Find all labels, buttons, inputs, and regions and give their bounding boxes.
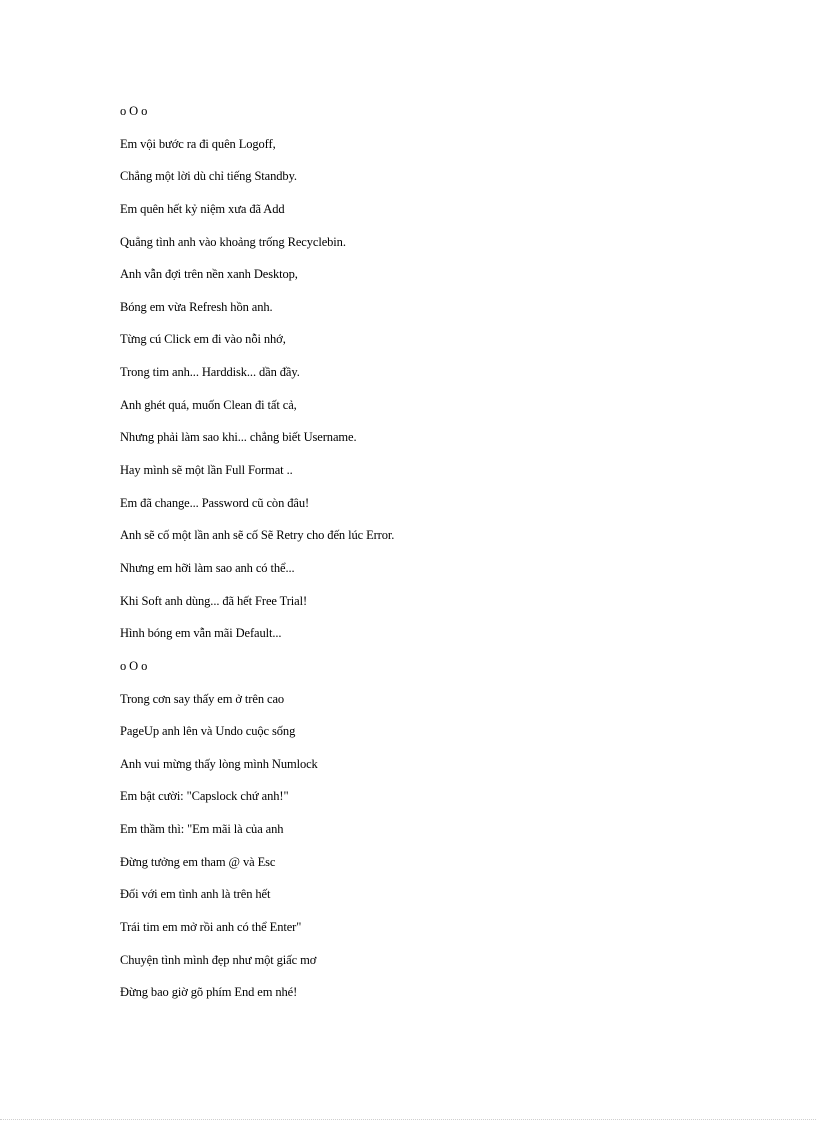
poem-line-separator: o O o [120,104,148,118]
poem-line: Em đã change... Password cũ còn đâu! [120,495,310,510]
poem-line: Bóng em vừa Refresh hồn anh. [120,299,273,314]
page-bottom-divider [0,1119,816,1120]
poem-line: Anh ghét quá, muốn Clean đi tất cả, [120,397,297,412]
poem-line: Đừng bao giờ gõ phím End em nhé! [120,985,298,1000]
poem-line: Anh sẽ cố một lần anh sẽ cố Sẽ Retry cho đến lúc Error. [120,528,395,543]
poem-line: Em quên hết kỷ niệm xưa đã Add [120,201,285,216]
poem-line-separator: o O o [120,658,148,673]
poem-line: PageUp anh lên và Undo cuộc sống [120,724,296,739]
poem-line: Anh vẫn đợi trên nền xanh Desktop, [120,267,298,282]
poem-line: Hay mình sẽ một lần Full Format .. [120,463,293,478]
poem-line: Quẳng tình anh vào khoảng trống Recyclebin. [120,234,346,249]
poem-line: Trái tim em mở rồi anh có thể Enter" [120,920,302,935]
poem-line: Chẳng một lời dù chỉ tiếng Standby. [120,169,297,184]
poem-line: Trong tim anh... Harddisk... dần đầy. [120,365,300,380]
poem-line: Khi Soft anh dùng... đã hết Free Trial! [120,593,308,608]
poem-line: Đừng tưởng em tham @ và Esc [120,854,276,869]
poem-line: Trong cơn say thấy em ở trên cao [120,691,285,706]
poem-body [120,101,394,1015]
poem-line: Chuyện tình mình đẹp như một giấc mơ [120,952,317,967]
poem-line: Nhưng phải làm sao khi... chẳng biết Username. [120,430,357,445]
poem-line: Từng cú Click em đi vào nỗi nhớ, [120,332,286,347]
poem-line: Em thầm thì: "Em mãi là của anh [120,822,284,837]
poem-line: Đối với em tình anh là trên hết [120,887,271,902]
poem-line: Anh vui mừng thấy lòng mình Numlock [120,756,318,771]
poem-line: Nhưng em hỡi làm sao anh có thể... [120,560,295,575]
poem-line: Em bật cười: "Capslock chứ anh!" [120,789,289,804]
poem-line: Em vội bước ra đi quên Logoff, [120,136,276,151]
poem-line: Hình bóng em vẫn mãi Default... [120,626,282,641]
